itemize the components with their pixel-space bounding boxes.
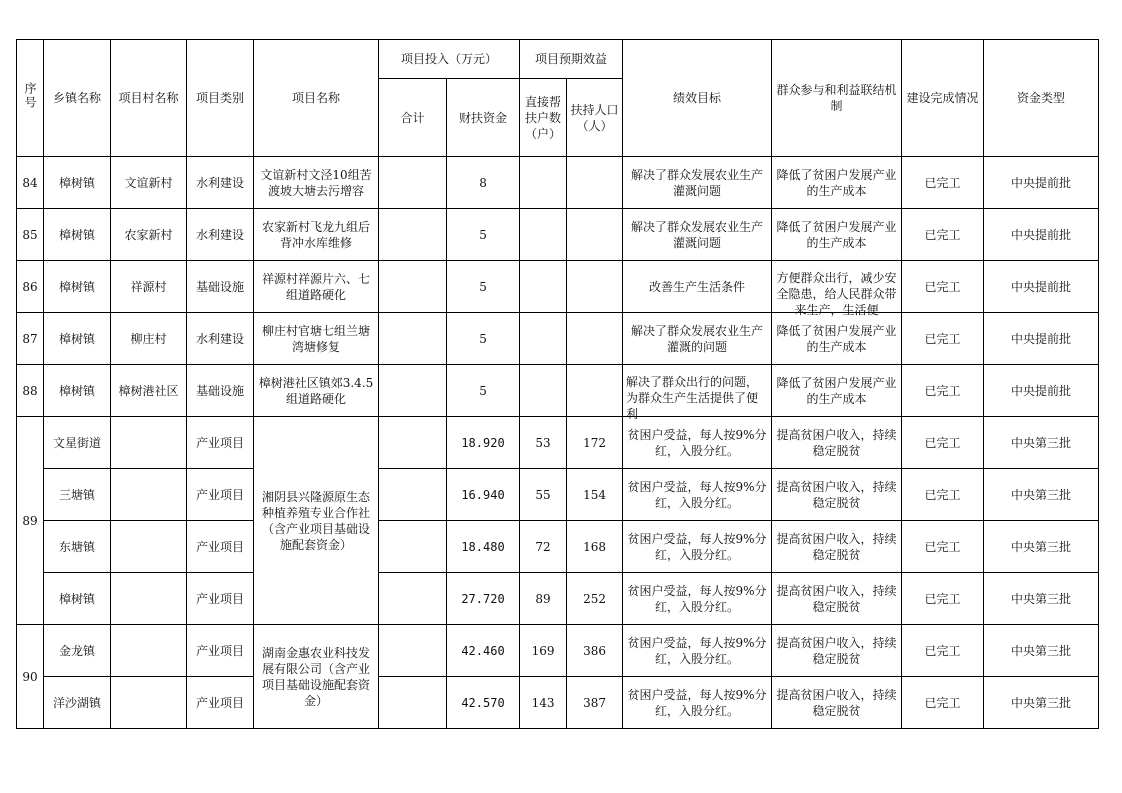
cell-total (379, 625, 447, 677)
cell-fund-type: 中央第三批 (984, 625, 1099, 677)
cell-funds: 5 (447, 365, 520, 417)
cell-seq: 86 (17, 261, 44, 313)
cell-mechanism: 提高贫困户收入，持续稳定脱贫 (772, 469, 902, 521)
cell-population: 154 (567, 469, 623, 521)
cell-funds: 16.940 (447, 469, 520, 521)
cell-population (567, 261, 623, 313)
cell-funds: 18.920 (447, 417, 520, 469)
cell-fund-type: 中央第三批 (984, 677, 1099, 729)
cell-township: 樟树镇 (44, 209, 111, 261)
header-total: 合计 (379, 79, 447, 157)
cell-goal: 贫困户受益，每人按9%分红，入股分红。 (623, 625, 772, 677)
cell-township: 三塘镇 (44, 469, 111, 521)
cell-population (567, 365, 623, 417)
cell-project: 祥源村祥源片六、七组道路硬化 (254, 261, 379, 313)
cell-village (111, 573, 187, 625)
cell-goal: 贫困户受益，每人按9%分红，入股分红。 (623, 573, 772, 625)
cell-status: 已完工 (902, 469, 984, 521)
cell-households (520, 313, 567, 365)
cell-status: 已完工 (902, 521, 984, 573)
header-seq: 序号 (17, 40, 44, 157)
cell-goal-text: 解决了群众出行的问题，为群众生产生活提供了便利 (626, 374, 759, 421)
cell-mechanism-text: 方便群众出行，减少安全隐患，给人民群众带来生产，生活便 (776, 270, 897, 317)
cell-village (111, 417, 187, 469)
cell-mechanism: 提高贫困户收入，持续稳定脱贫 (772, 677, 902, 729)
cell-mechanism: 提高贫困户收入，持续稳定脱贫 (772, 521, 902, 573)
cell-township: 樟树镇 (44, 261, 111, 313)
cell-population (567, 157, 623, 209)
table-row (17, 677, 1099, 729)
cell-total (379, 521, 447, 573)
header-status: 建设完成情况 (902, 40, 984, 157)
cell-population (567, 209, 623, 261)
cell-category: 产业项目 (187, 625, 254, 677)
cell-status: 已完工 (902, 677, 984, 729)
cell-fund-type: 中央提前批 (984, 157, 1099, 209)
header-township: 乡镇名称 (44, 40, 111, 157)
cell-funds: 42.570 (447, 677, 520, 729)
cell-category: 水利建设 (187, 157, 254, 209)
cell-goal: 改善生产生活条件 (623, 261, 772, 313)
cell-village: 樟树港社区 (111, 365, 187, 417)
cell-total (379, 157, 447, 209)
cell-seq: 88 (17, 365, 44, 417)
cell-households (520, 261, 567, 313)
header-village: 项目村名称 (111, 40, 187, 157)
cell-village: 柳庄村 (111, 313, 187, 365)
header-funds: 财扶资金 (447, 79, 520, 157)
cell-households: 55 (520, 469, 567, 521)
cell-seq: 90 (17, 625, 44, 729)
cell-total (379, 417, 447, 469)
cell-mechanism: 降低了贫困户发展产业的生产成本 (772, 313, 902, 365)
cell-seq: 84 (17, 157, 44, 209)
cell-status: 已完工 (902, 573, 984, 625)
header-households: 直接帮扶户数（户） (520, 79, 567, 157)
cell-category: 基础设施 (187, 261, 254, 313)
cell-category: 产业项目 (187, 677, 254, 729)
cell-category: 产业项目 (187, 521, 254, 573)
header-benefit: 项目预期效益 (520, 40, 623, 79)
cell-total (379, 365, 447, 417)
cell-population: 172 (567, 417, 623, 469)
header-fund-type: 资金类型 (984, 40, 1099, 157)
cell-funds: 5 (447, 313, 520, 365)
cell-funds: 5 (447, 209, 520, 261)
cell-fund-type: 中央第三批 (984, 573, 1099, 625)
cell-population: 387 (567, 677, 623, 729)
cell-goal: 解决了群众发展农业生产灌溉问题 (623, 157, 772, 209)
cell-status: 已完工 (902, 417, 984, 469)
cell-funds: 18.480 (447, 521, 520, 573)
cell-status: 已完工 (902, 157, 984, 209)
cell-status: 已完工 (902, 313, 984, 365)
cell-seq: 85 (17, 209, 44, 261)
table-row (17, 469, 1099, 521)
cell-mechanism: 提高贫困户收入，持续稳定脱贫 (772, 625, 902, 677)
cell-population (567, 313, 623, 365)
cell-project: 农家新村飞龙九组后背冲水库维修 (254, 209, 379, 261)
cell-township: 金龙镇 (44, 625, 111, 677)
cell-population: 168 (567, 521, 623, 573)
cell-mechanism: 提高贫困户收入，持续稳定脱贫 (772, 417, 902, 469)
cell-township: 东塘镇 (44, 521, 111, 573)
cell-fund-type: 中央第三批 (984, 469, 1099, 521)
table-row (17, 209, 1099, 261)
cell-category: 基础设施 (187, 365, 254, 417)
cell-fund-type: 中央第三批 (984, 417, 1099, 469)
cell-township: 樟树镇 (44, 157, 111, 209)
cell-village (111, 521, 187, 573)
table-row (17, 573, 1099, 625)
cell-goal: 贫困户受益，每人按9%分红，入股分红。 (623, 677, 772, 729)
cell-total (379, 573, 447, 625)
cell-households: 53 (520, 417, 567, 469)
cell-category: 产业项目 (187, 573, 254, 625)
table-row (17, 365, 1099, 417)
table-row (17, 313, 1099, 365)
cell-township: 樟树镇 (44, 313, 111, 365)
cell-fund-type: 中央提前批 (984, 313, 1099, 365)
project-table (16, 39, 1099, 729)
cell-total (379, 313, 447, 365)
cell-households: 143 (520, 677, 567, 729)
header-goal: 绩效目标 (623, 40, 772, 157)
table-row (17, 625, 1099, 677)
cell-total (379, 469, 447, 521)
cell-project: 柳庄村官塘七组兰塘湾塘修复 (254, 313, 379, 365)
cell-mechanism: 降低了贫困户发展产业的生产成本 (772, 209, 902, 261)
cell-mechanism (772, 261, 902, 317)
cell-seq: 87 (17, 313, 44, 365)
cell-funds: 42.460 (447, 625, 520, 677)
header-population: 扶持人口（人） (567, 79, 623, 157)
cell-goal: 贫困户受益，每人按9%分红，入股分红。 (623, 417, 772, 469)
cell-status: 已完工 (902, 365, 984, 417)
header-mechanism: 群众参与和利益联结机制 (772, 40, 902, 157)
cell-category: 产业项目 (187, 469, 254, 521)
cell-fund-type: 中央提前批 (984, 209, 1099, 261)
cell-total (379, 677, 447, 729)
cell-category: 水利建设 (187, 209, 254, 261)
cell-category: 产业项目 (187, 417, 254, 469)
cell-goal: 解决了群众发展农业生产灌溉的问题 (623, 313, 772, 365)
cell-population: 252 (567, 573, 623, 625)
table-row (17, 157, 1099, 209)
header-category: 项目类别 (187, 40, 254, 157)
cell-seq: 89 (17, 417, 44, 625)
cell-goal (623, 365, 772, 421)
cell-total (379, 261, 447, 313)
cell-funds: 8 (447, 157, 520, 209)
cell-households: 72 (520, 521, 567, 573)
cell-total (379, 209, 447, 261)
cell-population: 386 (567, 625, 623, 677)
cell-project: 樟树港社区镇郊3.4.5组道路硬化 (254, 365, 379, 417)
cell-village (111, 625, 187, 677)
cell-households: 89 (520, 573, 567, 625)
cell-project: 湘阴县兴隆源原生态种植养殖专业合作社（含产业项目基础设施配套资金） (254, 417, 379, 625)
cell-goal: 解决了群众发展农业生产灌溉问题 (623, 209, 772, 261)
cell-township: 洋沙湖镇 (44, 677, 111, 729)
table-row (17, 261, 1099, 313)
cell-fund-type: 中央第三批 (984, 521, 1099, 573)
cell-funds: 5 (447, 261, 520, 313)
cell-fund-type: 中央提前批 (984, 365, 1099, 417)
cell-township: 樟树镇 (44, 365, 111, 417)
cell-village: 文谊新村 (111, 157, 187, 209)
header-row-1 (17, 40, 1099, 79)
header-investment: 项目投入（万元） (379, 40, 520, 79)
cell-fund-type: 中央提前批 (984, 261, 1099, 313)
cell-mechanism: 降低了贫困户发展产业的生产成本 (772, 365, 902, 417)
cell-project: 湖南金惠农业科技发展有限公司（含产业项目基础设施配套资金） (254, 625, 379, 729)
cell-goal: 贫困户受益，每人按9%分红，入股分红。 (623, 521, 772, 573)
cell-category: 水利建设 (187, 313, 254, 365)
cell-status: 已完工 (902, 209, 984, 261)
cell-township: 文星街道 (44, 417, 111, 469)
cell-township: 樟树镇 (44, 573, 111, 625)
cell-mechanism: 降低了贫困户发展产业的生产成本 (772, 157, 902, 209)
cell-households (520, 209, 567, 261)
cell-households (520, 365, 567, 417)
table-row (17, 417, 1099, 469)
cell-households: 169 (520, 625, 567, 677)
cell-status: 已完工 (902, 261, 984, 313)
cell-village: 农家新村 (111, 209, 187, 261)
cell-households (520, 157, 567, 209)
cell-goal: 贫困户受益，每人按9%分红，入股分红。 (623, 469, 772, 521)
cell-status: 已完工 (902, 625, 984, 677)
cell-village (111, 677, 187, 729)
cell-village (111, 469, 187, 521)
cell-project: 文谊新村文泾10组苦渡坡大塘去污增容 (254, 157, 379, 209)
table-row (17, 521, 1099, 573)
header-project: 项目名称 (254, 40, 379, 157)
cell-funds: 27.720 (447, 573, 520, 625)
cell-mechanism: 提高贫困户收入，持续稳定脱贫 (772, 573, 902, 625)
cell-village: 祥源村 (111, 261, 187, 313)
